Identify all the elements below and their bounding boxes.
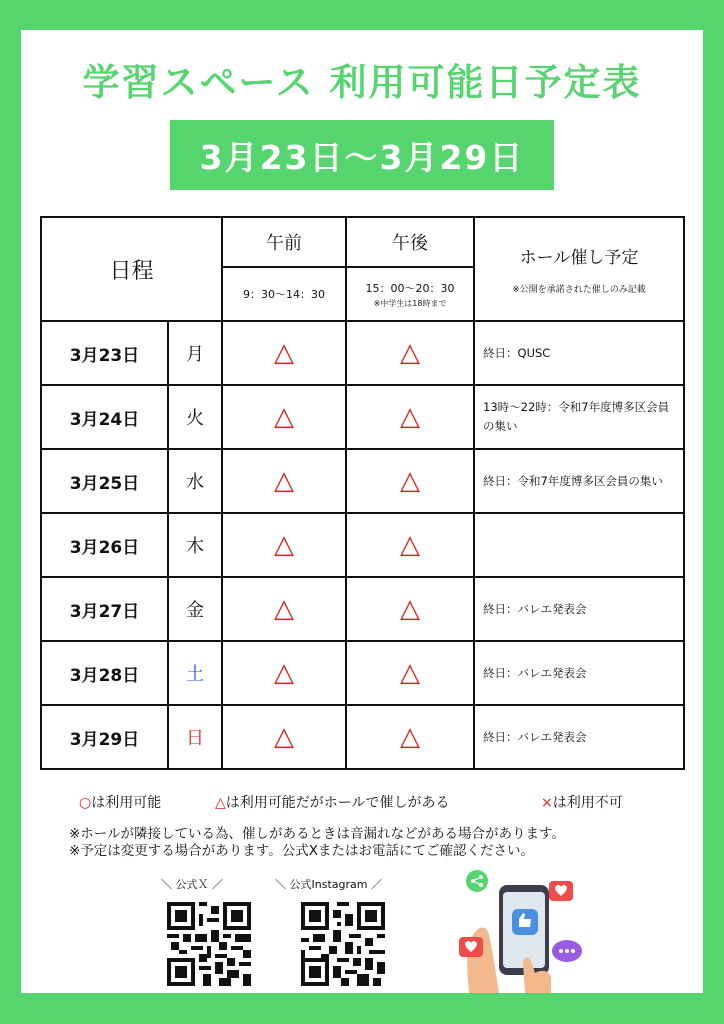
row-pm-status: △	[346, 513, 474, 577]
header-hall-note: ※公開を承諾された催しのみ記載	[512, 285, 646, 295]
row-pm-status: △	[346, 321, 474, 385]
afternoon-time	[346, 267, 474, 321]
header-schedule: 日程	[41, 217, 222, 321]
header-hall	[474, 217, 684, 321]
table-row	[41, 705, 684, 769]
row-event: 終日：QUSC	[474, 321, 684, 385]
row-event	[474, 513, 684, 577]
afternoon-time-text: 15：00〜20：30	[365, 281, 455, 295]
schedule-table	[40, 216, 685, 770]
instagram-qr-code[interactable]	[301, 902, 385, 986]
cross-mark: ×	[541, 795, 553, 811]
row-am-status: △	[222, 449, 346, 513]
row-weekday: 日	[168, 705, 222, 769]
row-pm-status: △	[346, 705, 474, 769]
row-date: 3月29日	[41, 705, 168, 769]
legend-unavailable	[541, 792, 623, 812]
note-change: ※予定は変更する場合があります。公式Xまたはお電話にてご確認ください。	[69, 843, 534, 859]
row-date: 3月24日	[41, 385, 168, 449]
row-am-status: △	[222, 641, 346, 705]
header-morning: 午前	[222, 217, 346, 267]
row-event: 終日：令和7年度博多区会員の集い	[474, 449, 684, 513]
smartphone-social-illustration	[439, 865, 589, 993]
legend-event	[215, 792, 450, 812]
x-qr-label: ＼ 公式Ｘ ／	[161, 878, 223, 891]
note-sound: ※ホールが隣接している為、催しがあるときは音漏れなどがある場合があります。	[69, 826, 565, 842]
row-am-status: △	[222, 513, 346, 577]
row-event: 終日：バレエ発表会	[474, 577, 684, 641]
row-weekday: 月	[168, 321, 222, 385]
row-weekday: 火	[168, 385, 222, 449]
legend	[79, 792, 679, 812]
row-weekday: 木	[168, 513, 222, 577]
row-date: 3月28日	[41, 641, 168, 705]
legend-available-text: は利用可能	[91, 795, 162, 811]
row-am-status: △	[222, 321, 346, 385]
row-date: 3月25日	[41, 449, 168, 513]
legend-event-text: は利用可能だがホールで催しがある	[225, 795, 450, 811]
table-row	[41, 513, 684, 577]
row-weekday: 水	[168, 449, 222, 513]
row-am-status: △	[222, 577, 346, 641]
header-afternoon: 午後	[346, 217, 474, 267]
row-event: 終日：バレエ発表会	[474, 641, 684, 705]
row-pm-status: △	[346, 449, 474, 513]
header-hall-title: ホール催し予定	[519, 248, 639, 268]
row-date: 3月23日	[41, 321, 168, 385]
morning-time: 9：30〜14：30	[222, 267, 346, 321]
row-pm-status: △	[346, 577, 474, 641]
afternoon-time-note: ※中学生は18時まで	[373, 298, 447, 308]
row-date: 3月26日	[41, 513, 168, 577]
row-weekday: 土	[168, 641, 222, 705]
circle-mark: ○	[79, 795, 92, 811]
schedule-sheet	[21, 30, 703, 993]
x-qr-code[interactable]	[167, 902, 251, 986]
row-event: 13時〜22時：令和7年度博多区会員の集い	[474, 385, 684, 449]
instagram-qr-label: ＼ 公式Instagram ／	[275, 878, 382, 891]
row-pm-status: △	[346, 641, 474, 705]
notes	[69, 826, 565, 860]
row-am-status: △	[222, 705, 346, 769]
table-row	[41, 577, 684, 641]
row-pm-status: △	[346, 385, 474, 449]
legend-unavailable-text: は利用不可	[552, 795, 623, 811]
table-row	[41, 449, 684, 513]
triangle-mark: △	[215, 795, 226, 811]
table-row	[41, 321, 684, 385]
share-icon	[466, 870, 488, 892]
row-weekday: 金	[168, 577, 222, 641]
row-am-status: △	[222, 385, 346, 449]
table-row	[41, 385, 684, 449]
row-event: 終日：バレエ発表会	[474, 705, 684, 769]
date-range-banner: 3月23日〜3月29日	[170, 120, 554, 190]
row-date: 3月27日	[41, 577, 168, 641]
page-title: 学習スペース 利用可能日予定表	[82, 61, 642, 104]
table-row	[41, 641, 684, 705]
legend-available	[79, 792, 161, 812]
